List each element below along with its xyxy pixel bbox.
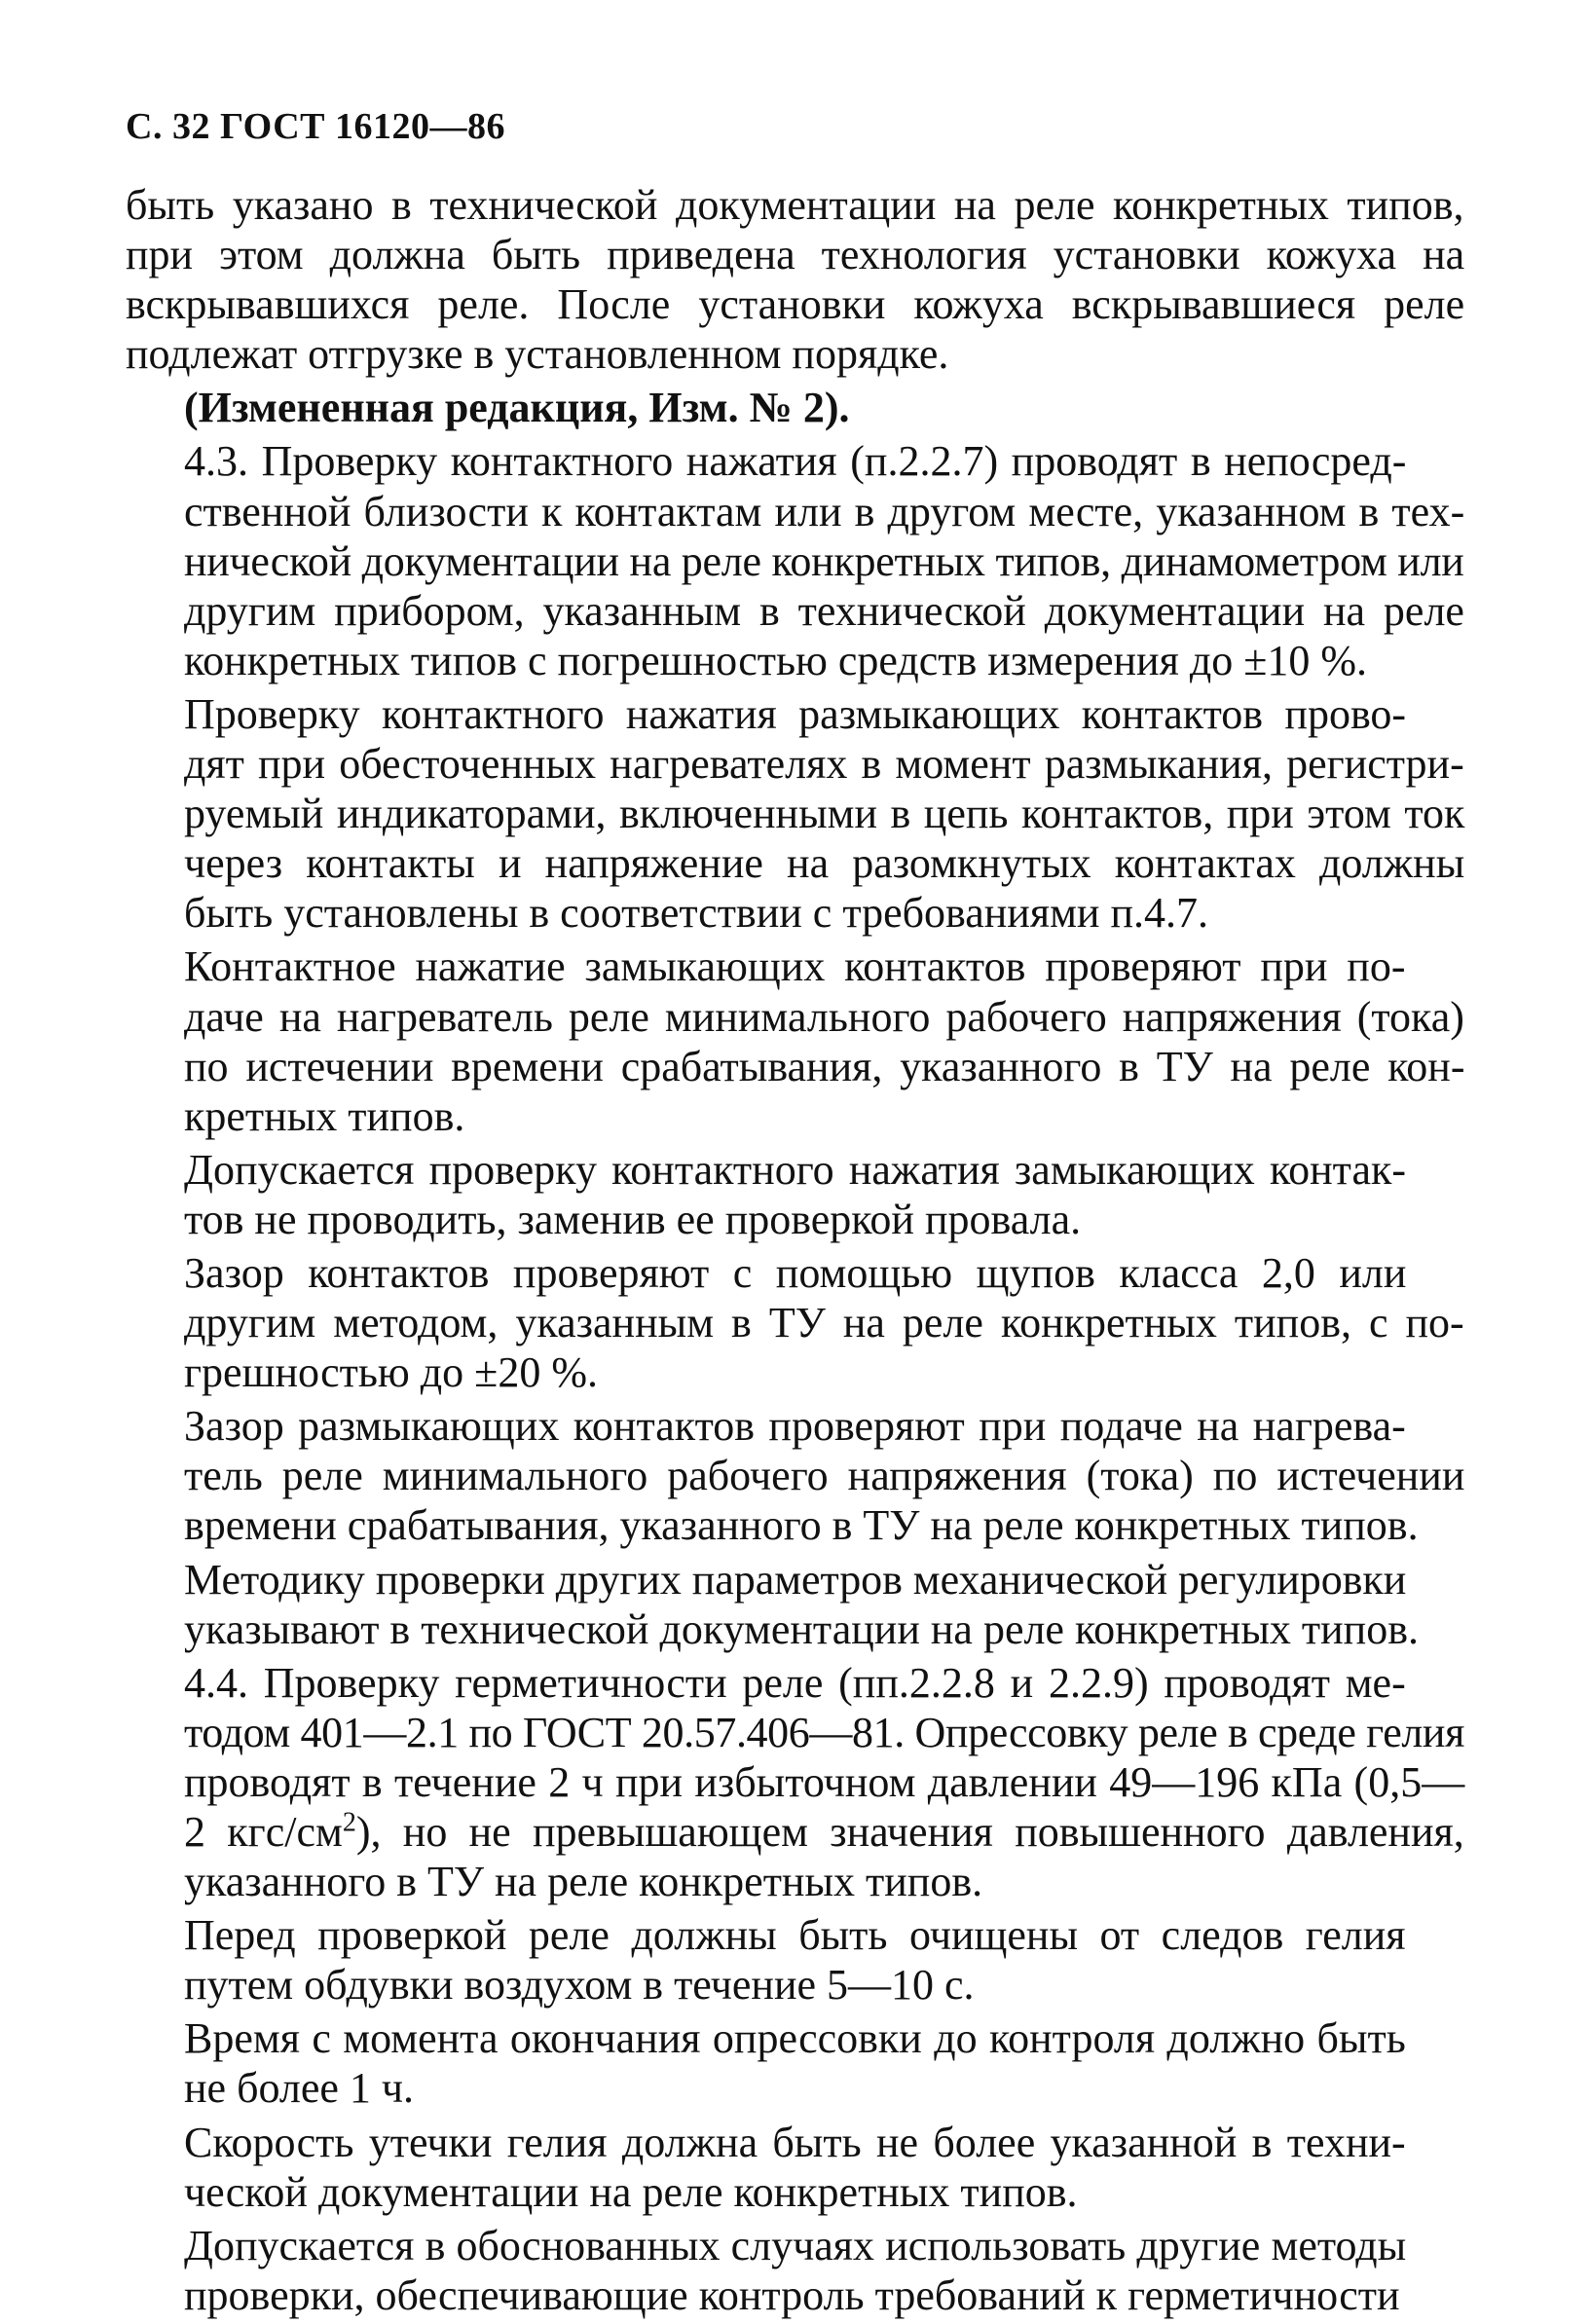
text-line: тодом 401—2.1 по ГОСТ 20.57.406—81. Опрессовку реле в среде гелия — [184, 1708, 1464, 1756]
text-line: ственной близости к контактам или в другом месте, указанном в тех- — [184, 487, 1465, 535]
document-body — [126, 180, 1464, 2320]
text-line: проверки, обеспечивающие контроль требований к герметичности — [184, 2270, 1400, 2319]
text-line: вскрывавшихся реле. После установки кожуха вскрывавшиеся реле — [126, 280, 1465, 329]
paragraph-method — [126, 1555, 1464, 1654]
text-line: через контакты и напряжение на разомкнутых контактах должны — [184, 839, 1465, 888]
text-line-with-superscript — [126, 1807, 1464, 1857]
amendment-note — [126, 383, 1464, 432]
text-line: 4.4. Проверку герметичности реле (пп.2.2.8 и 2.2.9) проводят ме- — [184, 1658, 1406, 1707]
text-line: проводят в течение 2 ч при избыточном давлении 49—196 кПа (0,5— — [184, 1757, 1465, 1806]
text-line: Проверку контактного нажатия размыкающих контактов прово- — [184, 689, 1407, 738]
text-line: Контактное нажатие замыкающих контактов проверяют при по- — [184, 942, 1406, 991]
paragraph-gap-opening — [126, 1401, 1464, 1550]
paragraph-clean — [126, 1910, 1464, 2010]
text-line: времени срабатывания, указанного в ТУ на реле конкретных типов. — [184, 1501, 1419, 1550]
text-line: указывают в технической документации на реле конкретных типов. — [184, 1605, 1419, 1653]
text-line: тов не проводить, заменив ее проверкой провала. — [184, 1195, 1082, 1243]
section-4-4 — [126, 1658, 1464, 1906]
text-line: даче на нагреватель реле минимального рабочего напряжения (тока) — [184, 992, 1464, 1041]
text-line: быть установлены в соответствии с требованиями п.4.7. — [184, 889, 1209, 938]
paragraph-time — [126, 2013, 1464, 2113]
paragraph-closing-contacts — [126, 941, 1464, 1140]
text-line: ческой документации на реле конкретных типов. — [184, 2167, 1078, 2216]
text-line: подлежат отгрузке в установленном порядке. — [126, 330, 949, 379]
text-line: Перед проверкой реле должны быть очищены от следов гелия — [184, 1911, 1406, 1960]
text-line: не более 1 ч. — [184, 2064, 415, 2113]
text-line: 4.3. Проверку контактного нажатия (п.2.2.7) проводят в непосред- — [184, 437, 1407, 486]
page-header: С. 32 ГОСТ 16120—86 — [126, 106, 505, 147]
document-page — [126, 102, 1464, 2324]
text-line: Время с момента окончания опрессовки до контроля должно быть — [184, 2014, 1406, 2063]
text-line: руемый индикаторами, включенными в цепь контактов, при этом ток — [184, 790, 1465, 838]
paragraph-opening-contacts — [126, 689, 1464, 938]
paragraph-gap — [126, 1248, 1464, 1397]
text-line: путем обдувки воздухом в течение 5—10 с. — [184, 1961, 975, 2010]
text-line: при этом должна быть приведена технология установки кожуха на — [126, 231, 1465, 279]
text-line: грешностью до ±20 %. — [184, 1348, 598, 1397]
text-line: другим прибором, указанным в технической документации на реле — [184, 586, 1464, 635]
text-line: Методику проверки других параметров механической регулировки — [184, 1555, 1407, 1604]
text-line: другим методом, указанным в ТУ на реле конкретных типов, с по- — [184, 1299, 1464, 1347]
text-line: конкретных типов с погрешностью средств измерения до ±10 %. — [184, 636, 1368, 684]
section-4-3 — [126, 436, 1464, 684]
text-line: Скорость утечки гелия должна быть не более указанной в техни- — [184, 2118, 1406, 2166]
text-line: Допускается в обоснованных случаях использовать другие методы — [184, 2221, 1407, 2269]
text-line: кретных типов. — [184, 1091, 465, 1140]
paragraph-continuation — [126, 180, 1464, 379]
text-line: тель реле минимального рабочего напряжения (тока) по истечении — [184, 1452, 1465, 1500]
paragraph-leak — [126, 2118, 1464, 2217]
text-line: Зазор размыкающих контактов проверяют при подаче на нагрева- — [184, 1402, 1406, 1451]
text-line: (Измененная редакция, Изм. № 2). — [184, 384, 850, 432]
paragraph-allowed-skip — [126, 1145, 1464, 1244]
text-line: указанного в ТУ на реле конкретных типов. — [184, 1858, 983, 1906]
text-line: нической документации на реле конкретных типов, динамометром или — [184, 536, 1464, 585]
text-line: Зазор контактов проверяют с помощью щупов класса 2,0 или — [184, 1248, 1407, 1297]
text-fragment: 2 кгс/см — [184, 1808, 343, 1856]
text-line: быть указано в технической документации на реле конкретных типов, — [126, 181, 1464, 229]
text-line: дят при обесточенных нагревателях в момент размыкания, регистри- — [184, 740, 1464, 789]
superscript: 2 — [342, 1807, 356, 1838]
text-line: Допускается проверку контактного нажатия замыкающих контак- — [184, 1145, 1406, 1194]
text-fragment: ), но не превышающем значения повышенного давления, — [355, 1808, 1464, 1856]
text-line: по истечении времени срабатывания, указанного в ТУ на реле кон- — [184, 1042, 1465, 1090]
